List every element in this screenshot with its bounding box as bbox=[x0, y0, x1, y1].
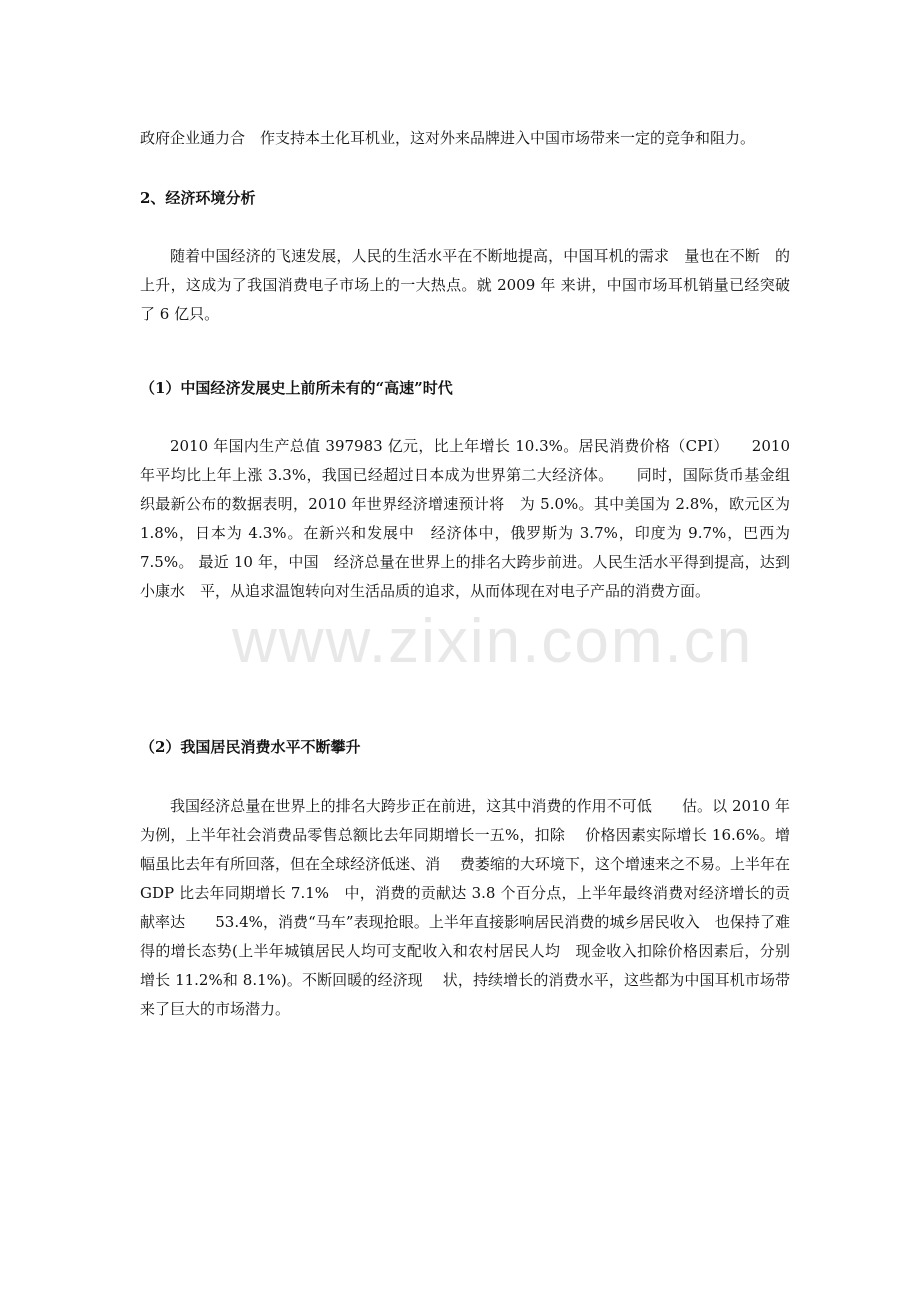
subsection2-paragraph: 我国经济总量在世界上的排名大跨步正在前进，这其中消费的作用不可低 估。以 2010 年为例，上半年社会消费品零售总额比去年同期增长一五%，扣除 价格因素实际增长 16.6%。增幅虽比去年有所回落，但在全球经济低迷、消 费萎缩的大环境下，这个增速来之不易。上半年在 GDP 比去年同期增长 7.1% 中，消费的贡献达 3.8 个百分点，上半年最终消费对经济增长的贡献率达 53.4%，消费“马车”表现抢眼。上半年直接影响居民消费的城乡居民收入 也保持了难得的增长态势(上半年城镇居民人均可支配收入和农村居民人均 现金收入扣除价格因素后，分别增长 11.2%和 8.1%)。不断回暖的经济现 状，持续增长的消费水平，这些都为中国耳机市场带来了巨大的市场潜力。 bbox=[140, 797, 790, 1018]
watermark: www.zixin.com.cn bbox=[232, 607, 754, 676]
subsection2-heading: （2）我国居民消费水平不断攀升 bbox=[140, 738, 361, 756]
intro-line: 政府企业通力合 作支持本土化耳机业，这对外来品牌进入中国市场带来一定的竞争和阻力。 bbox=[140, 129, 756, 147]
subsection1-heading: （1）中国经济发展史上前所未有的“高速”时代 bbox=[140, 379, 453, 397]
subsection1-paragraph: 2010 年国内生产总值 397983 亿元，比上年增长 10.3%。居民消费价格（CPI） 2010 年平均比上年上涨 3.3%，我国已经超过日本成为世界第二大经济体。 同时，国际货币基金组织最新公布的数据表明，2010 年世界经济增速预计将 为 5.0%。其中美国为 2.8%，欧元区为 1.8%，日本为 4.3%。在新兴和发展中 经济体中，俄罗斯为 3.7%，印度为 9.7%，巴西为 7.5%。 最近 10 年，中国 经济总量在世界上的排名大跨步前进。人民生活水平得到提高，达到小康水 平，从追求温饱转向对生活品质的追求，从而体现在对电子产品的消费方面。 bbox=[140, 437, 790, 600]
section2-heading: 2、经济环境分析 bbox=[140, 189, 256, 207]
section2-paragraph: 随着中国经济的飞速发展，人民的生活水平在不断地提高，中国耳机的需求 量也在不断 的上升，这成为了我国消费电子市场上的一大热点。就 2009 年 来讲，中国市场耳机销量已经突破了 6 亿只。 bbox=[140, 247, 790, 323]
